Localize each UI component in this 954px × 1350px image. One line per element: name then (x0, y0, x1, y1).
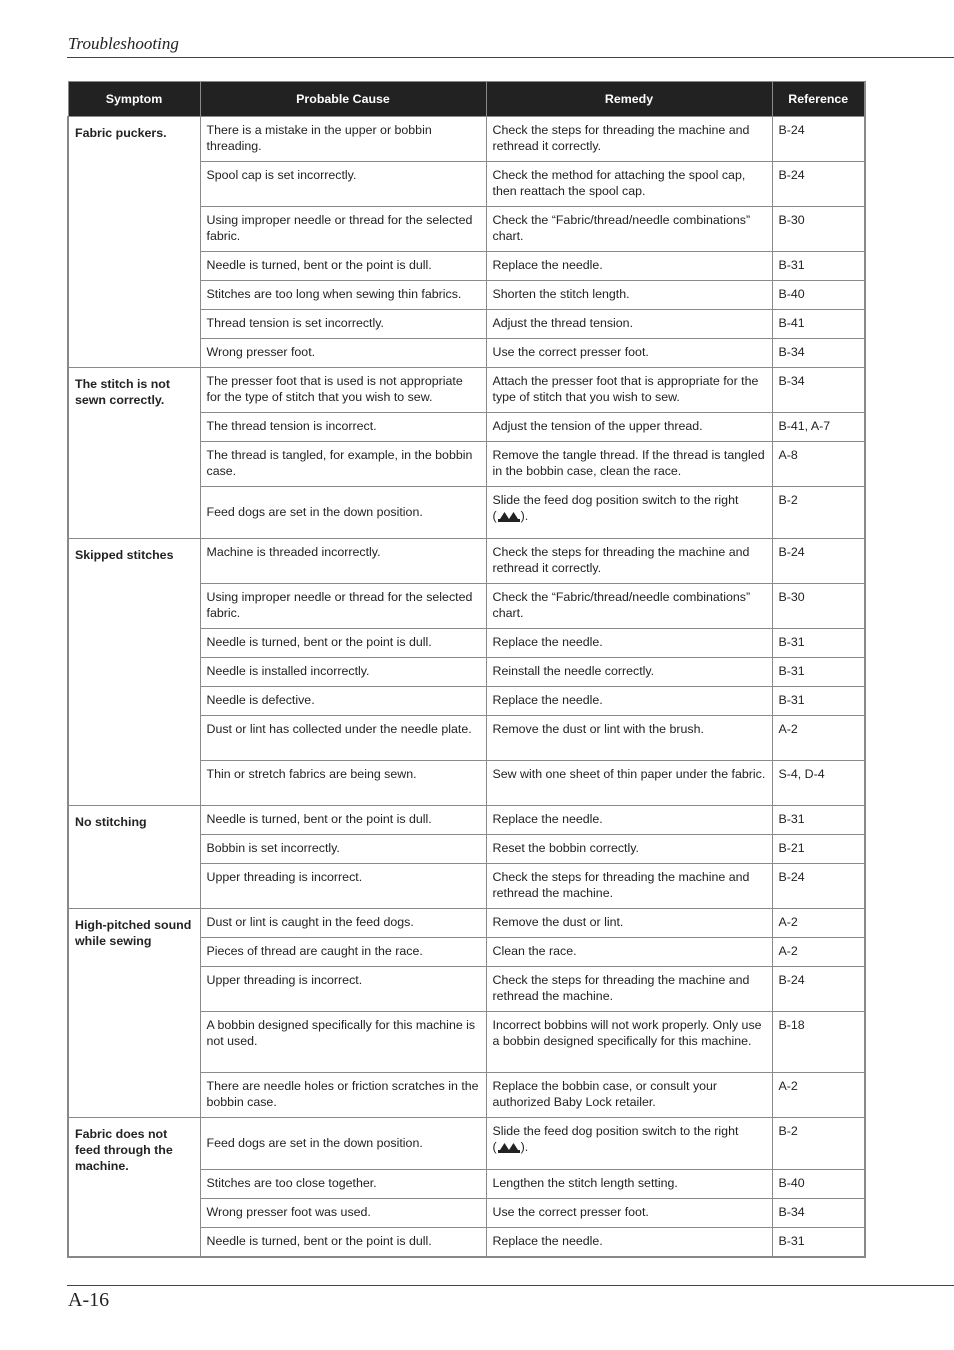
remedy-cell: Replace the needle. (486, 629, 772, 658)
cause-cell: The presser foot that is used is not appropriate for the type of stitch that you wish to sew. (200, 368, 486, 413)
reference-cell: B-34 (772, 1199, 865, 1228)
cause-cell: Using improper needle or thread for the selected fabric. (200, 584, 486, 629)
cause-cell: Stitches are too close together. (200, 1170, 486, 1199)
remedy-cell: Incorrect bobbins will not work properly. Only use a bobbin designed specifically for this machine. (486, 1012, 772, 1073)
cause-cell: A bobbin designed specifically for this machine is not used. (200, 1012, 486, 1073)
remedy-cell: Replace the needle. (486, 1228, 772, 1257)
table-row (68, 806, 865, 835)
cause-cell: Dust or lint is caught in the feed dogs. (200, 909, 486, 938)
symptom-cell: Skipped stitches (68, 539, 200, 806)
reference-cell: B-31 (772, 658, 865, 687)
symptom-cell: The stitch is not sewn correctly. (68, 368, 200, 539)
cause-cell: Upper threading is incorrect. (200, 967, 486, 1012)
reference-cell: B-31 (772, 629, 865, 658)
reference-cell: B-18 (772, 1012, 865, 1073)
symptom-cell: No stitching (68, 806, 200, 909)
cause-cell: Upper threading is incorrect. (200, 864, 486, 909)
reference-cell: B-31 (772, 252, 865, 281)
remedy-cell: Adjust the tension of the upper thread. (486, 413, 772, 442)
remedy-cell: Replace the needle. (486, 806, 772, 835)
reference-cell: A-2 (772, 1073, 865, 1118)
remedy-cell: Use the correct presser foot. (486, 1199, 772, 1228)
reference-cell: B-30 (772, 584, 865, 629)
remedy-text: Slide the feed dog position switch to the right (492, 1124, 739, 1138)
reference-cell: B-41, A-7 (772, 413, 865, 442)
remedy-cell: Adjust the thread tension. (486, 310, 772, 339)
reference-cell: B-41 (772, 310, 865, 339)
remedy-text-end: ). (520, 509, 529, 523)
reference-cell: S-4, D-4 (772, 761, 865, 806)
reference-cell: B-30 (772, 207, 865, 252)
cause-cell: Thin or stretch fabrics are being sewn. (200, 761, 486, 806)
remedy-cell: Reinstall the needle correctly. (486, 658, 772, 687)
cause-cell: Machine is threaded incorrectly. (200, 539, 486, 584)
cause-cell: Needle is turned, bent or the point is dull. (200, 806, 486, 835)
header-divider (67, 57, 954, 58)
reference-cell: B-34 (772, 368, 865, 413)
remedy-cell: Check the steps for threading the machine and rethread it correctly. (486, 539, 772, 584)
footer-divider (67, 1285, 954, 1286)
cause-cell: Thread tension is set incorrectly. (200, 310, 486, 339)
remedy-cell: Replace the needle. (486, 252, 772, 281)
column-header-symptom: Symptom (68, 82, 200, 117)
remedy-cell: Remove the dust or lint with the brush. (486, 716, 772, 761)
cause-cell: Bobbin is set incorrectly. (200, 835, 486, 864)
cause-cell: Needle is defective. (200, 687, 486, 716)
remedy-cell: Check the steps for threading the machine and rethread the machine. (486, 864, 772, 909)
reference-cell: A-2 (772, 909, 865, 938)
cause-cell: The thread tension is incorrect. (200, 413, 486, 442)
page-number: A-16 (68, 1289, 110, 1311)
reference-cell: B-31 (772, 1228, 865, 1257)
feed-dog-up-icon (497, 511, 521, 523)
cause-cell: Stitches are too long when sewing thin fabrics. (200, 281, 486, 310)
remedy-cell: Check the method for attaching the spool cap, then reattach the spool cap. (486, 162, 772, 207)
remedy-cell: Lengthen the stitch length setting. (486, 1170, 772, 1199)
column-header-remedy: Remedy (486, 82, 772, 117)
remedy-cell: Remove the tangle thread. If the thread is tangled in the bobbin case, clean the race. (486, 442, 772, 487)
cause-cell: The thread is tangled, for example, in the bobbin case. (200, 442, 486, 487)
symptom-cell: High-pitched sound while sewing (68, 909, 200, 1118)
remedy-cell: Check the steps for threading the machine and rethread it correctly. (486, 117, 772, 162)
cause-cell: Wrong presser foot was used. (200, 1199, 486, 1228)
cause-cell: Needle is turned, bent or the point is dull. (200, 1228, 486, 1257)
remedy-text-end: ). (520, 1140, 529, 1154)
reference-cell: A-2 (772, 716, 865, 761)
cause-cell: There are needle holes or friction scratches in the bobbin case. (200, 1073, 486, 1118)
reference-cell: B-24 (772, 967, 865, 1012)
cause-cell: Feed dogs are set in the down position. (200, 487, 486, 539)
reference-cell: B-2 (772, 487, 865, 539)
reference-cell: B-2 (772, 1118, 865, 1170)
page-header-title: Troubleshooting (68, 34, 179, 53)
remedy-cell: Sew with one sheet of thin paper under the fabric. (486, 761, 772, 806)
column-header-reference: Reference (772, 82, 865, 117)
remedy-cell: Slide the feed dog position switch to the right ( ). (486, 1118, 772, 1170)
cause-cell: Dust or lint has collected under the needle plate. (200, 716, 486, 761)
table-row (68, 117, 865, 162)
cause-cell: Needle is installed incorrectly. (200, 658, 486, 687)
remedy-cell: Replace the needle. (486, 687, 772, 716)
reference-cell: B-34 (772, 339, 865, 368)
remedy-cell: Use the correct presser foot. (486, 339, 772, 368)
feed-dog-up-icon (497, 1142, 521, 1154)
remedy-cell: Check the “Fabric/thread/needle combinations” chart. (486, 584, 772, 629)
reference-cell: B-31 (772, 806, 865, 835)
reference-cell: B-31 (772, 687, 865, 716)
cause-cell: Wrong presser foot. (200, 339, 486, 368)
cause-cell: Pieces of thread are caught in the race. (200, 938, 486, 967)
cause-cell: Spool cap is set incorrectly. (200, 162, 486, 207)
remedy-cell: Reset the bobbin correctly. (486, 835, 772, 864)
symptom-cell: Fabric puckers. (68, 117, 200, 368)
cause-cell: Using improper needle or thread for the selected fabric. (200, 207, 486, 252)
remedy-cell: Clean the race. (486, 938, 772, 967)
cause-cell: Needle is turned, bent or the point is dull. (200, 252, 486, 281)
remedy-cell: Shorten the stitch length. (486, 281, 772, 310)
remedy-cell: Check the steps for threading the machine and rethread the machine. (486, 967, 772, 1012)
table-row (68, 1118, 865, 1170)
table-header-row (68, 82, 865, 117)
remedy-text: Slide the feed dog position switch to the right (492, 493, 739, 507)
remedy-cell: Replace the bobbin case, or consult your authorized Baby Lock retailer. (486, 1073, 772, 1118)
column-header-probable-cause: Probable Cause (200, 82, 486, 117)
reference-cell: B-40 (772, 1170, 865, 1199)
reference-cell: A-2 (772, 938, 865, 967)
reference-cell: B-24 (772, 117, 865, 162)
remedy-cell: Check the “Fabric/thread/needle combinations” chart. (486, 207, 772, 252)
remedy-cell: Slide the feed dog position switch to the right ( ). (486, 487, 772, 539)
troubleshooting-table (67, 81, 866, 1258)
reference-cell: B-40 (772, 281, 865, 310)
cause-cell: There is a mistake in the upper or bobbin threading. (200, 117, 486, 162)
symptom-cell: Fabric does not feed through the machine. (68, 1118, 200, 1257)
reference-cell: B-24 (772, 539, 865, 584)
reference-cell: A-8 (772, 442, 865, 487)
table-row (68, 909, 865, 938)
reference-cell: B-24 (772, 864, 865, 909)
reference-cell: B-24 (772, 162, 865, 207)
remedy-cell: Remove the dust or lint. (486, 909, 772, 938)
table-row (68, 539, 865, 584)
cause-cell: Feed dogs are set in the down position. (200, 1118, 486, 1170)
cause-cell: Needle is turned, bent or the point is dull. (200, 629, 486, 658)
reference-cell: B-21 (772, 835, 865, 864)
table-row (68, 368, 865, 413)
remedy-cell: Attach the presser foot that is appropriate for the type of stitch that you wish to sew. (486, 368, 772, 413)
